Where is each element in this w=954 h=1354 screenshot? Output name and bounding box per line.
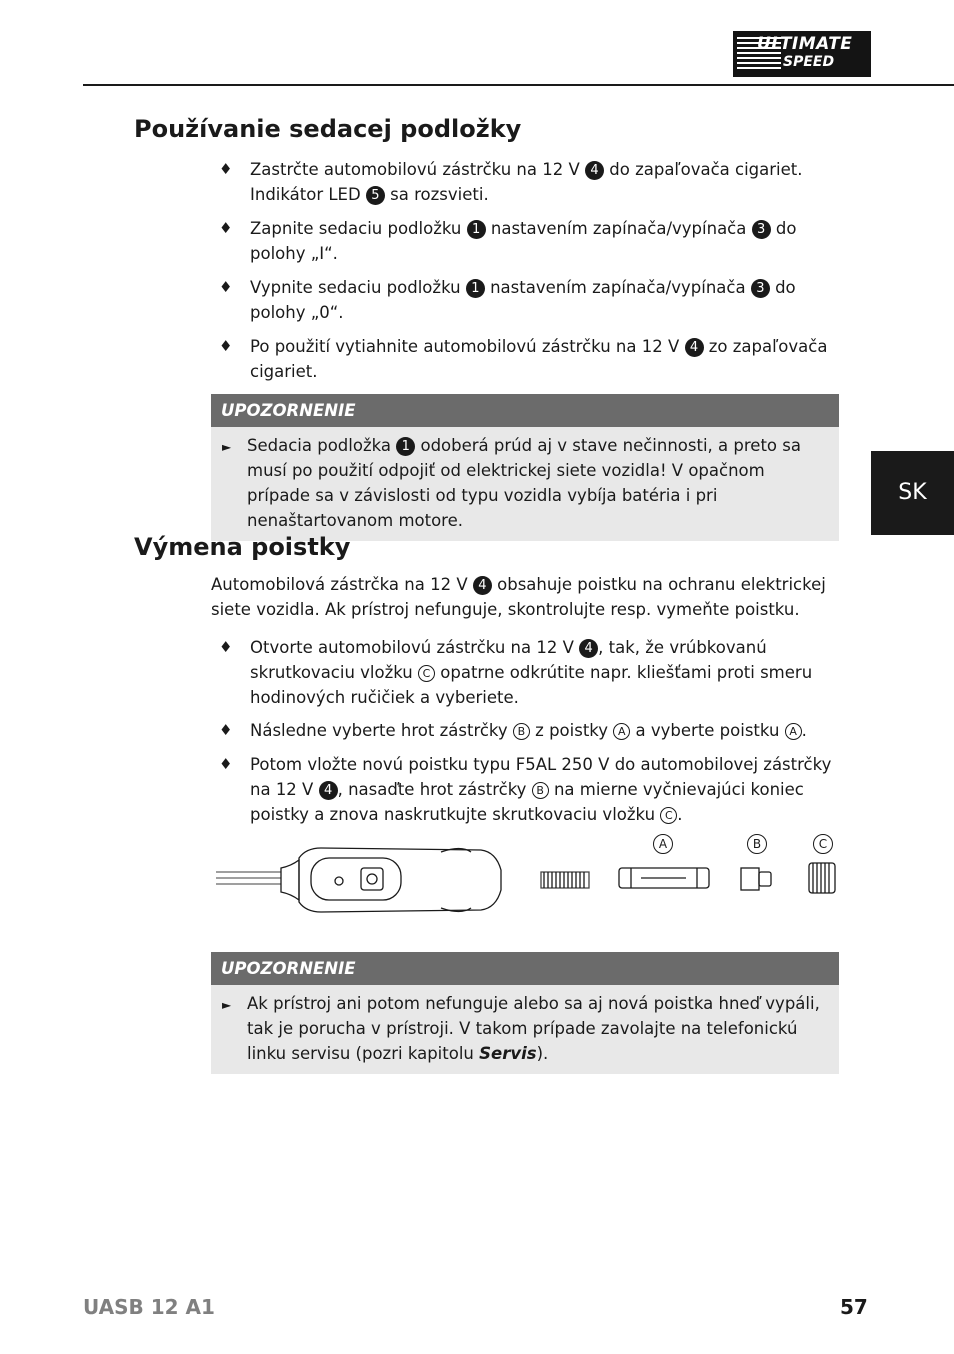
list-item: ♦ Následne vyberte hrot zástrčky B z poistky A a vyberte poistku A .	[219, 721, 807, 740]
list-item: ♦ Po použití vytiahnite automobilovú zástrčku na 12 V 4 zo zapaľovača cigariet.	[219, 337, 828, 381]
intro-paragraph: Automobilová zástrčka na 12 V 4 obsahuje poistku na ochranu elektrickej siete vozidla. Ak prístroj nefunguje, skontrolujte resp. vymeňte poistku.	[211, 575, 826, 619]
list-item: ♦ Potom vložte novú poistku typu F5AL 250 V do automobilovej zástrčky na 12 V 4 , nasaďte hrot zástrčky B na mierne vyčnievajúci koniec poistky a znova naskrutkujte skrutkovaciu vložku C .	[219, 755, 832, 824]
warning-box	[211, 394, 839, 541]
list-item: ♦ Zastrčte automobilovú zástrčku na 12 V 4 do zapaľovača cigariet. Indikátor LED 5 sa rozsvieti.	[219, 160, 803, 204]
list-item: ♦ Otvorte automobilovú zástrčku na 12 V 4 , tak, že vrúbkovanú skrutkovaciu vložku C opatrne odkrútite napr. kliešťami proti smeru hodinových ručičiek a vyberiete.	[219, 638, 813, 707]
label-a: A	[653, 834, 673, 854]
model-number: UASB 12 A1	[83, 1295, 215, 1319]
label-c: C	[813, 834, 833, 854]
page-number: 57	[840, 1295, 868, 1319]
list-item: ♦ Vypnite sedaciu podložku 1 nastavením zapínača/vypínača 3 do polohy „0“.	[219, 278, 796, 322]
header-rule	[83, 84, 954, 86]
warning-text: ► Ak prístroj ani potom nefunguje alebo sa aj nová poistka hneď vypáli, tak je porucha v prístroji. V takom prípade zavolajte na telefonickú linku servisu (pozri kapitolu Servis).	[222, 994, 820, 1063]
warning-text: ► Sedacia podložka 1 odoberá prúd aj v stave nečinnosti, a preto sa musí po použití odpojiť od elektrickej siete vozidla! V opačnom prípade sa v závislosti od typu vozidla vybíja batéria i pri nenaštartovanom motore.	[222, 436, 801, 530]
label-b: B	[747, 834, 767, 854]
arrow-icon: ►	[222, 440, 232, 454]
list-item: ♦ Zapnite sedaciu podložku 1 nastavením zapínača/vypínača 3 do polohy „I“.	[219, 219, 797, 263]
section-title-usage: Používanie sedacej podložky	[134, 115, 522, 143]
warning-heading: UPOZORNENIE	[211, 952, 839, 985]
warning-box	[211, 952, 839, 1074]
brand-logo: ULTIMATE SPEED	[733, 31, 871, 77]
arrow-icon: ►	[222, 998, 232, 1012]
section-title-fuse: Výmena poistky	[134, 533, 351, 561]
warning-heading: UPOZORNENIE	[211, 394, 839, 427]
language-tab: SK	[871, 451, 954, 535]
